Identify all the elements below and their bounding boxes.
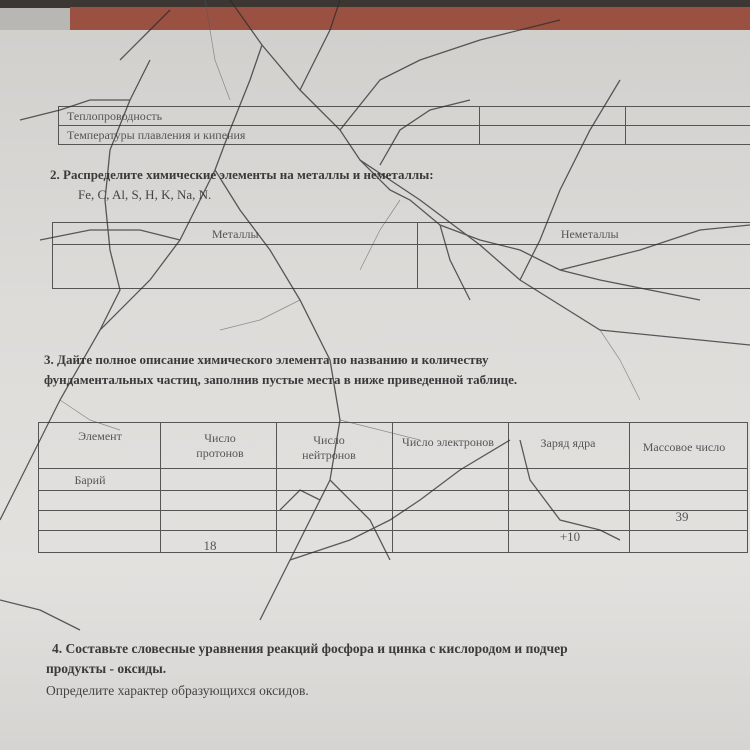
header-charge: Заряд ядра [540, 436, 596, 450]
task4-line2: продукты - оксиды. [46, 661, 167, 676]
header-neutrons: Число нейтронов [302, 433, 356, 462]
header-element: Элемент [78, 429, 122, 443]
task3-title-line2: фундаментальных частиц, заполнив пустые места в ниже приведенной таблице. [44, 372, 518, 387]
cell-protons-value: 18 [203, 538, 217, 553]
task4-line3: Определите характер образующихся оксидов. [46, 683, 309, 698]
header-mass-number: Массовое число [642, 440, 726, 454]
task2-title: 2. Распределите химические элементы на металлы и неметаллы: [50, 167, 434, 182]
properties-table [58, 106, 750, 145]
properties-row-label: Температуры плавления и кипения [67, 128, 246, 142]
metals-table [52, 222, 750, 289]
cell-element-barium: Барий [74, 473, 106, 487]
task3-title-line1: 3. Дайте полное описание химического элемента по названию и количеству [44, 352, 489, 367]
task2-elements: Fe, C, Al, S, H, K, Na, N. [78, 187, 212, 202]
header-electrons: Число электронов [402, 435, 494, 449]
nonmetals-header: Неметаллы [560, 226, 619, 241]
properties-row-label: Теплопроводность [67, 109, 163, 123]
task4-line1: 4. Составьте словесные уравнения реакций фосфора и цинка с кислородом и подчер [52, 641, 568, 656]
metals-header: Металлы [211, 226, 259, 241]
header-protons: Число протонов [196, 431, 244, 460]
cell-charge-value: +10 [559, 529, 581, 544]
cell-mass-number-value: 39 [675, 509, 689, 524]
